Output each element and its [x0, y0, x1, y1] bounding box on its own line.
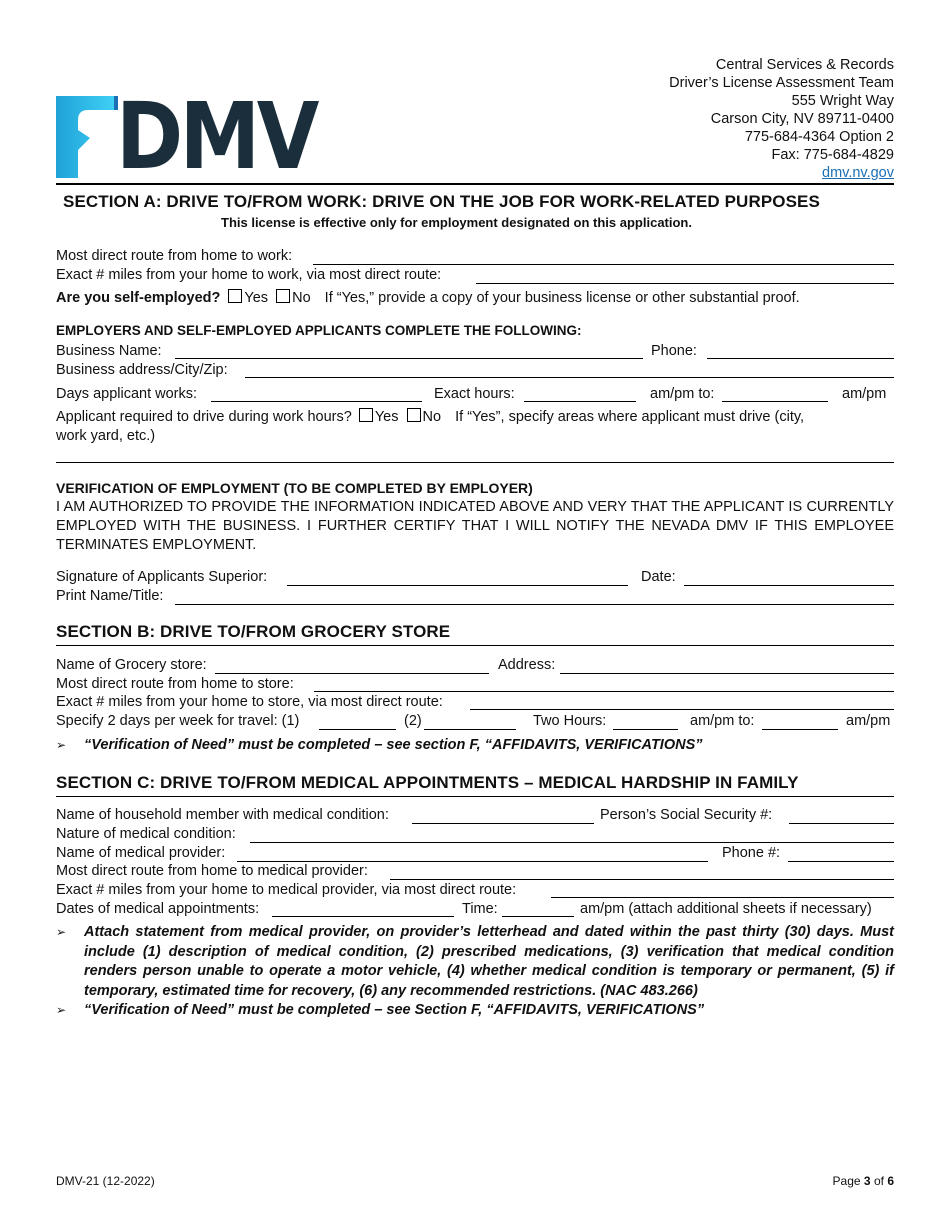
self-employed-yes-label: Yes	[244, 290, 269, 306]
business-name-label: Business Name:	[56, 343, 162, 359]
address-line: Fax: 775-684-4829	[771, 147, 894, 163]
section-b-bullet	[56, 736, 894, 756]
drive-required-no-checkbox[interactable]	[407, 408, 421, 422]
travel-day2-field[interactable]	[424, 729, 516, 730]
section-a-top-rule	[56, 183, 894, 185]
route-to-work-field[interactable]	[313, 264, 894, 265]
miles-to-work-field[interactable]	[476, 283, 894, 284]
drive-required-row	[56, 408, 804, 425]
page-prefix: Page	[832, 1174, 861, 1188]
store-miles-field[interactable]	[470, 709, 894, 710]
store-miles-label: Exact # miles from your home to store, via most direct route:	[56, 694, 443, 710]
appointment-dates-label: Dates of medical appointments:	[56, 901, 260, 917]
dmv-logo	[56, 83, 316, 190]
self-employed-label: Are you self-employed?	[56, 290, 221, 306]
print-name-label: Print Name/Title:	[56, 588, 164, 604]
section-c-title: SECTION C: DRIVE TO/FROM MEDICAL APPOINTMENTS – MEDICAL HARDSHIP IN FAMILY	[56, 773, 799, 792]
travel-day1-field[interactable]	[319, 729, 396, 730]
signature-date-label: Date:	[641, 569, 676, 585]
drive-required-no-label: No	[422, 409, 442, 425]
store-name-label: Name of Grocery store:	[56, 657, 207, 673]
page-of: of	[873, 1174, 884, 1188]
signature-label: Signature of Applicants Superior:	[56, 569, 268, 585]
drive-areas-field[interactable]	[56, 462, 894, 463]
appointment-dates-field[interactable]	[272, 916, 454, 917]
two-hours-label: Two Hours:	[533, 713, 607, 729]
address-line: Driver’s License Assessment Team	[669, 75, 894, 91]
store-address-field[interactable]	[560, 673, 894, 674]
ampm-to-label: am/pm to:	[650, 386, 715, 402]
form-id: DMV-21 (12-2022)	[56, 1174, 155, 1188]
provider-phone-field[interactable]	[788, 861, 894, 862]
ssn-label: Person’s Social Security #:	[600, 807, 773, 823]
two-hours-from-field[interactable]	[613, 729, 678, 730]
drive-required-yes-label: Yes	[374, 409, 399, 425]
print-name-field[interactable]	[175, 604, 894, 605]
drive-required-note-cont: work yard, etc.)	[56, 428, 156, 444]
page-number	[833, 1174, 894, 1188]
provider-name-label: Name of medical provider:	[56, 845, 226, 861]
section-c-bullet-1-text: Attach statement from medical provider, on provider’s letterhead and dated within the past thirty (30) days. Must include (1) description of medical condition, (2) prescribed medications, (3) verification that medical condition renders person unable to operate a motor vehicle, (4) whether medical condition is temporary or permanent, (5) if temporary, estimated time for recovery, (6) any recommended restrictions. (NAC 483.266)	[84, 924, 894, 999]
provider-miles-field[interactable]	[551, 897, 894, 898]
provider-route-field[interactable]	[390, 879, 894, 880]
address-line: 775-684-4364 Option 2	[744, 129, 894, 145]
section-c-rule	[56, 796, 894, 797]
provider-miles-label: Exact # miles from your home to medical provider, via most direct route:	[56, 882, 517, 898]
address-line: 555 Wright Way	[791, 93, 894, 109]
drive-required-label: Applicant required to drive during work hours?	[56, 409, 352, 425]
business-name-field[interactable]	[175, 358, 643, 359]
business-address-label: Business address/City/Zip:	[56, 362, 228, 378]
days-works-field[interactable]	[211, 401, 422, 402]
section-a-subtitle: This license is effective only for employment designated on this application.	[221, 215, 692, 230]
provider-phone-label: Phone #:	[722, 845, 781, 861]
exact-hours-label: Exact hours:	[434, 386, 515, 402]
office-address	[669, 56, 894, 182]
appointment-time-label: Time:	[462, 901, 498, 917]
business-address-field[interactable]	[245, 377, 894, 378]
drive-required-note: If “Yes”, specify areas where applicant must drive (city,	[455, 409, 805, 425]
page-current: 3	[863, 1174, 871, 1188]
employers-heading: EMPLOYERS AND SELF-EMPLOYED APPLICANTS COMPLETE THE FOLLOWING:	[56, 323, 582, 338]
signature-field[interactable]	[287, 585, 628, 586]
travel-day2-label: (2)	[404, 713, 422, 729]
drive-required-yes-checkbox[interactable]	[359, 408, 373, 422]
two-hours-ampm-label: am/pm	[846, 713, 891, 729]
section-b-title: SECTION B: DRIVE TO/FROM GROCERY STORE	[56, 622, 451, 641]
member-name-field[interactable]	[412, 823, 594, 824]
store-address-label: Address:	[498, 657, 556, 673]
hours-from-field[interactable]	[524, 401, 636, 402]
ssn-field[interactable]	[789, 823, 894, 824]
route-to-work-label: Most direct route from home to work:	[56, 248, 293, 264]
section-c-bullet-2	[56, 1001, 894, 1021]
days-works-label: Days applicant works:	[56, 386, 198, 402]
ampm-label: am/pm	[842, 386, 887, 402]
business-phone-label: Phone:	[651, 343, 697, 359]
self-employed-note: If “Yes,” provide a copy of your business license or other substantial proof.	[324, 290, 800, 306]
two-hours-ampm-to-label: am/pm to:	[690, 713, 755, 729]
two-hours-to-field[interactable]	[762, 729, 838, 730]
member-name-label: Name of household member with medical condition:	[56, 807, 389, 823]
store-route-label: Most direct route from home to store:	[56, 676, 294, 692]
section-a-title: SECTION A: DRIVE TO/FROM WORK: DRIVE ON THE JOB FOR WORK-RELATED PURPOSES	[63, 192, 820, 211]
self-employed-yes-checkbox[interactable]	[228, 289, 242, 303]
nature-label: Nature of medical condition:	[56, 826, 236, 842]
address-line: Carson City, NV 89711-0400	[710, 111, 894, 127]
section-c-bullet-2-text: “Verification of Need” must be completed – see Section F, “AFFIDAVITS, VERIFICATIONS”	[84, 1002, 705, 1018]
section-b-bullet-text: “Verification of Need” must be completed – see section F, “AFFIDAVITS, VERIFICATIONS”	[84, 737, 703, 753]
self-employed-row	[56, 289, 800, 306]
verification-heading: VERIFICATION OF EMPLOYMENT (TO BE COMPLETED BY EMPLOYER)	[56, 480, 533, 496]
appointment-ampm-note: am/pm (attach additional sheets if necessary)	[580, 901, 872, 917]
section-c-bullet-1	[56, 923, 894, 1001]
provider-route-label: Most direct route from home to medical provider:	[56, 863, 368, 879]
arrow-bullet-icon: ➢	[56, 1003, 67, 1017]
verification-text: I AM AUTHORIZED TO PROVIDE THE INFORMATION INDICATED ABOVE AND VERY THAT THE APPLICANT IS CURRENTLY EMPLOYED WITH THE BUSINESS. I FURTHER CERTIFY THAT I WILL NOTIFY THE NEVADA DMV IF THIS EMPLOYEE TERMINATES EMPLOYMENT.	[56, 499, 894, 553]
self-employed-no-label: No	[292, 290, 311, 306]
address-line: Central Services & Records	[715, 57, 894, 73]
signature-date-field[interactable]	[684, 585, 894, 586]
hours-to-field[interactable]	[722, 401, 828, 402]
page-total: 6	[887, 1174, 894, 1188]
section-b-rule	[56, 645, 894, 646]
dmv-logo-text: DMV	[116, 83, 316, 190]
business-phone-field[interactable]	[707, 358, 894, 359]
website-link[interactable]: dmv.nv.gov	[822, 165, 894, 181]
store-name-field[interactable]	[215, 673, 489, 674]
store-route-field[interactable]	[314, 691, 894, 692]
self-employed-no-checkbox[interactable]	[276, 289, 290, 303]
provider-name-field[interactable]	[237, 861, 708, 862]
arrow-bullet-icon: ➢	[56, 738, 67, 752]
appointment-time-field[interactable]	[502, 916, 574, 917]
travel-day1-label: Specify 2 days per week for travel: (1)	[56, 713, 300, 729]
nature-field[interactable]	[250, 842, 894, 843]
arrow-bullet-icon: ➢	[56, 925, 67, 939]
miles-to-work-label: Exact # miles from your home to work, via most direct route:	[56, 267, 442, 283]
